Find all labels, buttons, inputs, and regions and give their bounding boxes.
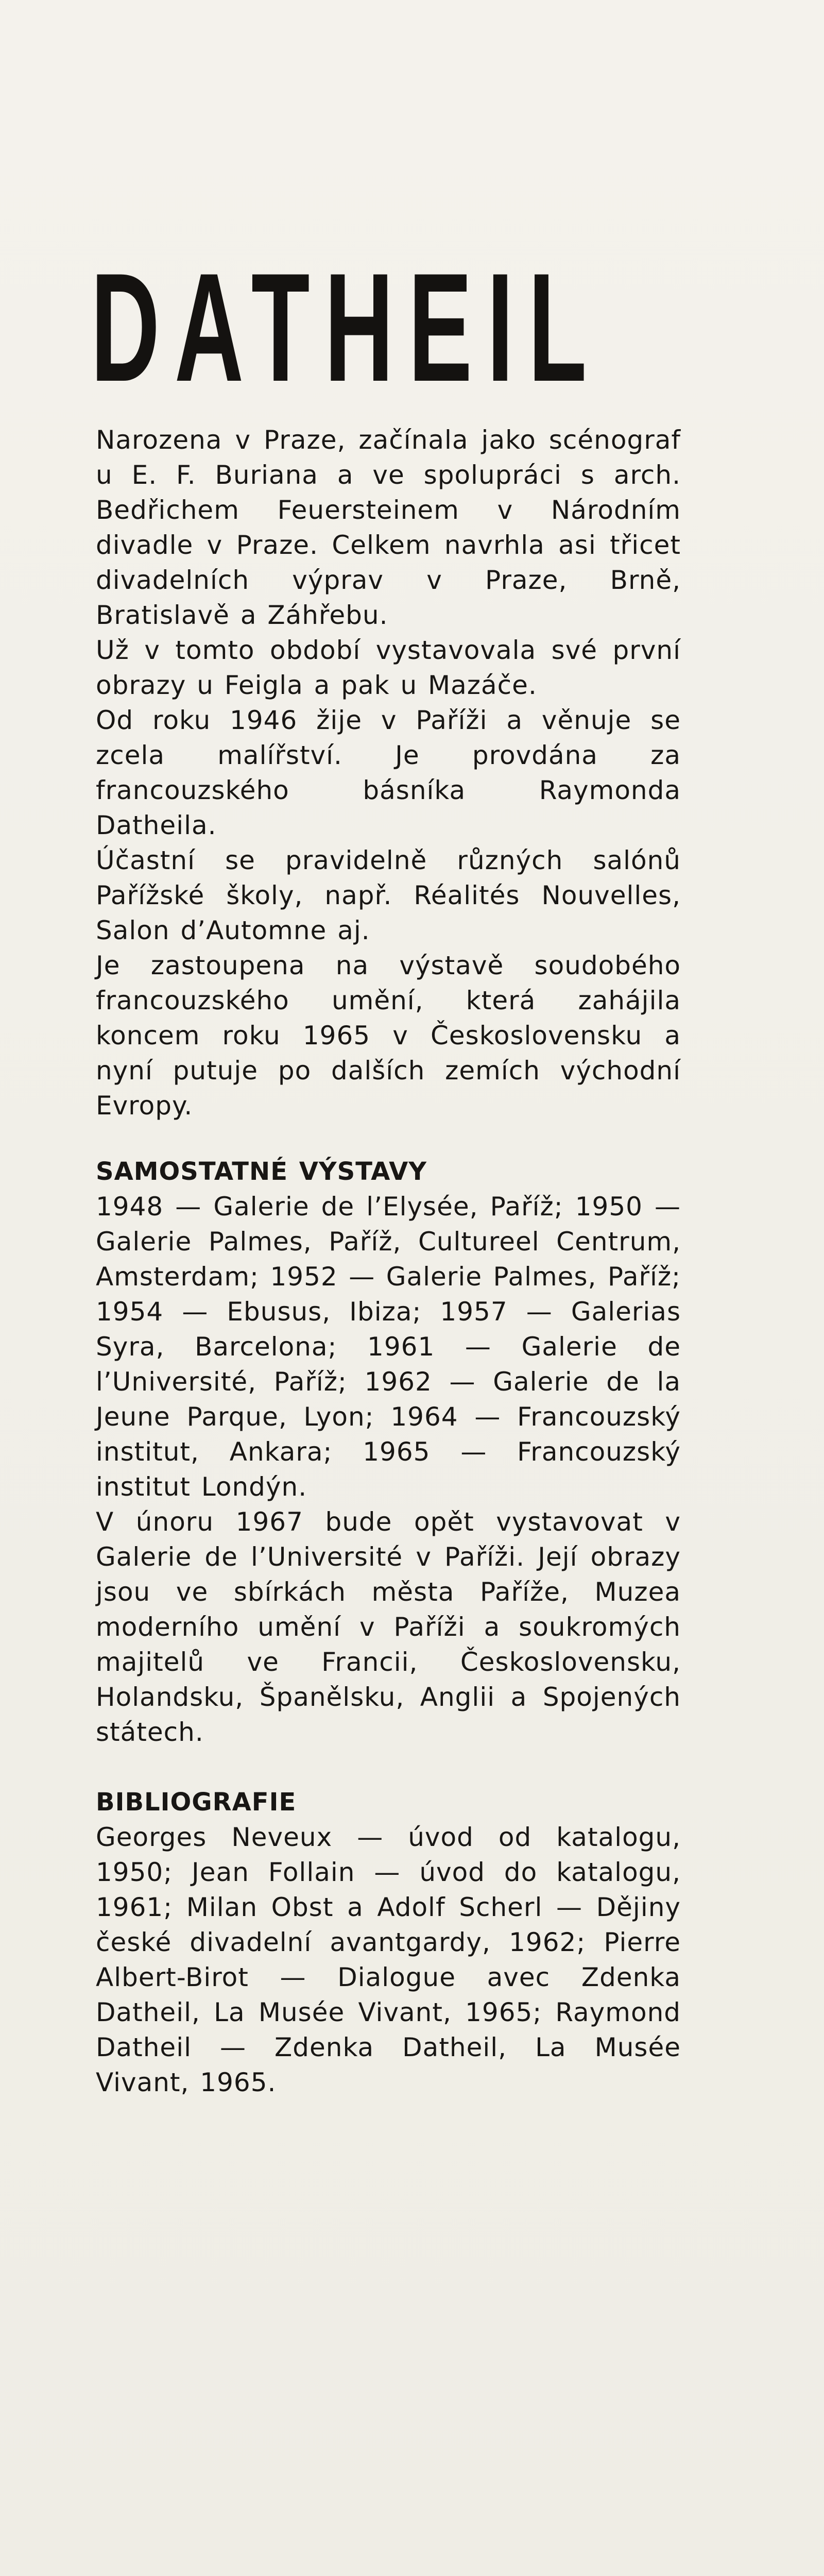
- exhibitions-list: 1948 — Galerie de l’Elysée, Paříž; 1950 — Galerie Palmes, Paříž, Cultureel Centrum, Amsterdam; 1952 — Galerie Palmes, Paříž; 1954 — Ebusus, Ibiza; 1957 — Galerias Syra, Barcelona; 1961 — Galerie de l’Université, Paříž; 1962 — Galerie de la Jeune Parque, Lyon; 1964 — Francouzský institut, Ankara; 1965 — Francouzský institut Londýn.: [96, 1192, 681, 1502]
- biography-section: [96, 422, 681, 1123]
- bibliography-text: Georges Neveux — úvod od katalogu, 1950; Jean Follain — úvod do katalogu, 1961; Milan Obst a Adolf Scherl — Dějiny české divadelní avantgardy, 1962; Pierre Albert-Birot — Dialogue avec Zdenka Datheil, La Musée Vivant, 1965; Raymond Datheil — Zdenka Datheil, La Musée Vivant, 1965.: [96, 1822, 681, 2097]
- exhibitions-section: [96, 1154, 681, 1750]
- text-column: [96, 422, 681, 2100]
- biography-paragraph: Je zastoupena na výstavě soudobého francouzského umění, která zahájila koncem roku 1965 v Československu a nyní putuje po dalších zemích východní Evropy.: [96, 951, 681, 1121]
- artist-name-title: DATHEIL: [91, 241, 602, 414]
- biography-paragraph: Účastní se pravidelně různých salónů Pařížské školy, např. Réalités Nouvelles, Salon d’Automne aj.: [96, 845, 681, 945]
- bibliography-section: [96, 1785, 681, 2100]
- biography-paragraph: Narozena v Praze, začínala jako scénograf u E. F. Buriana a ve spolupráci s arch. Bedřichem Feuersteinem v Národním divadle v Praze. Celkem navrhla asi třicet divadelních výprav v Praze, Brně, Bratislavě a Záhřebu.: [96, 425, 681, 630]
- exhibitions-heading: SAMOSTATNÉ VÝSTAVY: [96, 1157, 427, 1186]
- bibliography-heading: BIBLIOGRAFIE: [96, 1788, 297, 1817]
- exhibitions-note: V únoru 1967 bude opět vystavovat v Galerie de l’Université v Paříži. Její obrazy jsou ve sbírkách města Paříže, Muzea moderního umění v Paříži a soukromých majitelů ve Francii, Československu, Holandsku, Španělsku, Anglii a Spojených státech.: [96, 1507, 681, 1747]
- biography-paragraph: Už v tomto období vystavovala své první obrazy u Feigla a pak u Mazáče.: [96, 635, 681, 700]
- biography-paragraph: Od roku 1946 žije v Paříži a věnuje se zcela malířství. Je provdána za francouzského básníka Raymonda Datheila.: [96, 705, 681, 840]
